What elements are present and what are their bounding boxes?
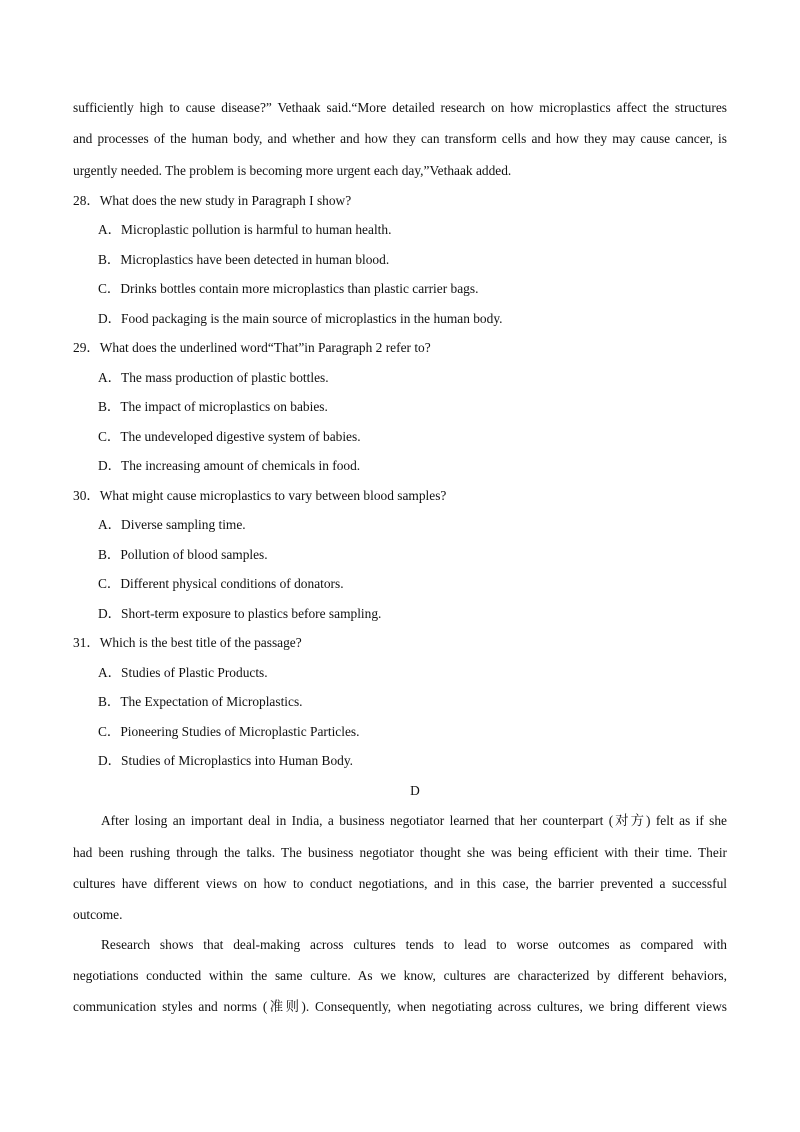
intro-line-3: urgently needed. The problem is becoming more urgent each day,”Vethaak added. <box>73 163 512 178</box>
question-28-stem: 28．What does the new study in Paragraph I show? <box>73 193 352 208</box>
question-30-option-b: B．Pollution of blood samples. <box>98 547 268 562</box>
passage-d-p1-line-1: After losing an important deal in India, a business negotiator learned that her counterpart (对方) felt as if she <box>101 813 727 828</box>
passage-d-p1-line-4: outcome. <box>73 907 123 922</box>
passage-d-p2-line-3: communication styles and norms (准则). Consequently, when negotiating across cultures, we bring different views <box>73 999 727 1014</box>
passage-d-p1-line-2: had been rushing through the talks. The business negotiator thought she was being efficient with their time. Their <box>73 845 727 860</box>
passage-d-p1-line-3: cultures have different views on how to conduct negotiations, and in this case, the barrier prevented a successful <box>73 876 727 891</box>
passage-d-p2-line-1: Research shows that deal-making across cultures tends to lead to worse outcomes as compared with <box>101 937 727 952</box>
question-29-option-d: D．The increasing amount of chemicals in food. <box>98 458 361 473</box>
intro-line-1: sufficiently high to cause disease?” Vethaak said.“More detailed research on how microplastics affect the structures <box>73 100 727 115</box>
question-28-option-c: C．Drinks bottles contain more microplastics than plastic carrier bags. <box>98 281 479 296</box>
question-29-option-c: C．The undeveloped digestive system of babies. <box>98 429 361 444</box>
question-28-option-b: B．Microplastics have been detected in human blood. <box>98 252 390 267</box>
question-29-option-b: B．The impact of microplastics on babies. <box>98 399 328 414</box>
intro-line-2: and processes of the human body, and whether and how they can transform cells and how they may cause cancer, is <box>73 131 727 146</box>
question-30-option-d: D．Short-term exposure to plastics before sampling. <box>98 606 382 621</box>
section-heading: D <box>410 783 420 798</box>
question-30-stem: 30．What might cause microplastics to vary between blood samples? <box>73 488 447 503</box>
question-31-option-c: C．Pioneering Studies of Microplastic Particles. <box>98 724 360 739</box>
question-31-option-b: B．The Expectation of Microplastics. <box>98 694 303 709</box>
question-28-option-a: A．Microplastic pollution is harmful to human health. <box>98 222 392 237</box>
question-31-stem: 31．Which is the best title of the passage? <box>73 635 302 650</box>
question-31-option-d: D．Studies of Microplastics into Human Body. <box>98 753 354 768</box>
question-30-option-c: C．Different physical conditions of donators. <box>98 576 344 591</box>
passage-d-p2-line-2: negotiations conducted within the same culture. As we know, cultures are characterized by different behaviors, <box>73 968 727 983</box>
question-31-option-a: A．Studies of Plastic Products. <box>98 665 268 680</box>
question-29-option-a: A．The mass production of plastic bottles. <box>98 370 329 385</box>
question-29-stem: 29．What does the underlined word“That”in Paragraph 2 refer to? <box>73 340 431 355</box>
question-28-option-d: D．Food packaging is the main source of microplastics in the human body. <box>98 311 503 326</box>
question-30-option-a: A．Diverse sampling time. <box>98 517 246 532</box>
